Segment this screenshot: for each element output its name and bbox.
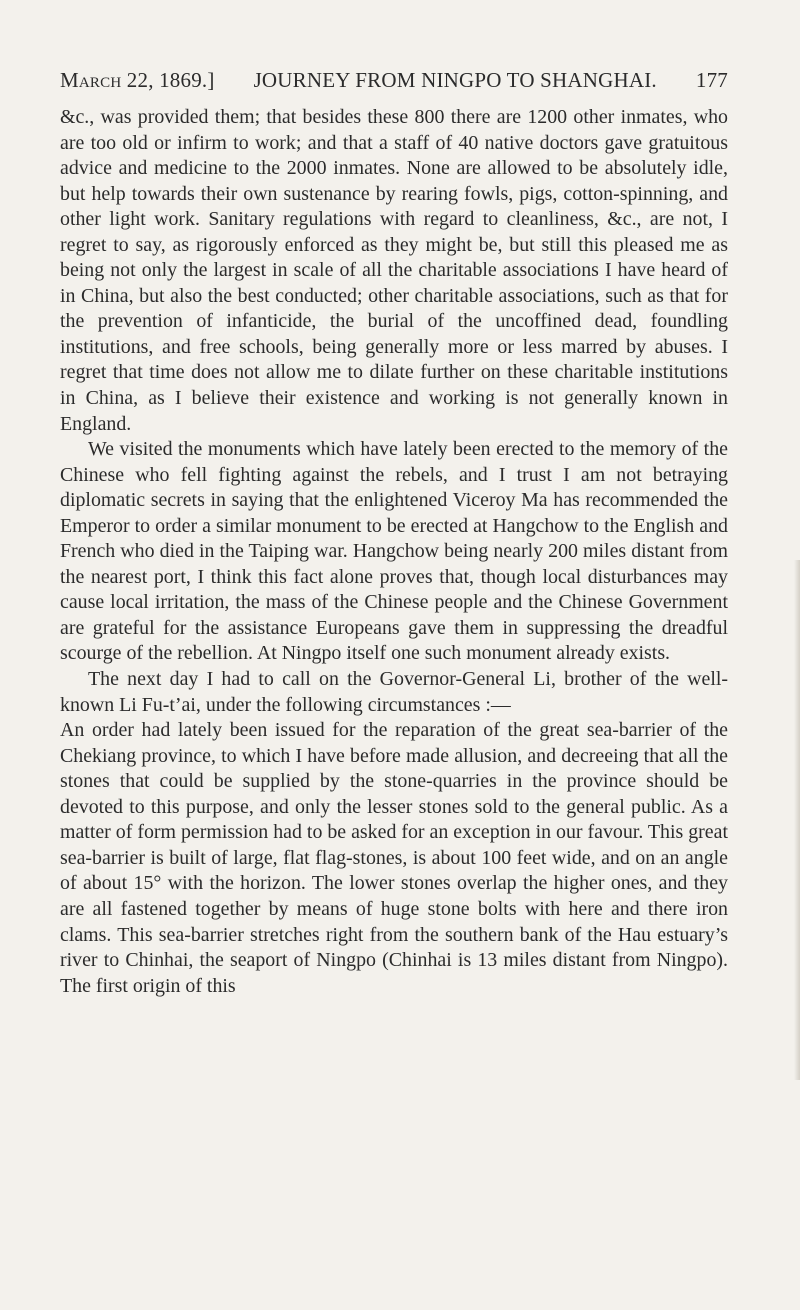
page-edge-shadow	[794, 560, 800, 1080]
paragraph-1: &c., was provided them; that besides these 800 there are 1200 other inmates, who are too old or infirm to work; and that a staff of 40 native doctors gave gratuitous advice and medicine to the 2000 inmates. None are allowed to be absolutely idle, but help towards their own sustenance by rearing fowls, pigs, cotton-spinning, and other light work. Sanitary regulations with regard to cleanliness, &c., are not, I regret to say, as rigorously enforced as they might be, but still this pleased me as being not only the largest in scale of all the charitable associations I have heard of in China, but also the best conducted; other charitable associations, such as that for the prevention of infanticide, the burial of the uncoffined dead, foundling institutions, and free schools, being generally more or less marred by abuses. I regret that time does not allow me to dilate further on these charitable institutions in China, as I believe their existence and working is not generally known in England.	[60, 106, 728, 435]
header-title: JOURNEY FROM NINGPO TO SHANGHAI.	[253, 68, 657, 92]
paragraph-4: An order had lately been issued for the reparation of the great sea-barrier of the Chekiang province, to which I have before made allusion, and decreeing that all the stones that could be supplied by the stone-quarries in the province should be devoted to this purpose, and only the lesser stones sold to the general public. As a matter of form permission had to be asked for an exception in our favour. This great sea-barrier is built of large, flat flag-stones, is about 100 feet wide, and on an angle of about 15° with the horizon. The lower stones overlap the higher ones, and they are all fastened together by means of huge stone bolts with here and there iron clams. This sea-barrier stretches right from the southern bank of the Hau estuary’s river to Chinhai, the seaport of Ningpo (Chinhai is 13 miles distant from Ningpo). The first origin of this	[60, 719, 728, 997]
paragraph-2: We visited the monuments which have lately been erected to the memory of the Chinese who fell fighting against the rebels, and I trust I am not betraying diplomatic secrets in saying that the enlightened Viceroy Ma has recommended the Emperor to order a similar monument to be erected at Hangchow to the English and French who died in the Taiping war. Hangchow being nearly 200 miles distant from the nearest port, I think this fact alone proves that, though local disturbances may cause local irritation, the mass of the Chinese people and the Chinese Government are grateful for the assistance Europeans gave them in suppressing the dreadful scourge of the rebellion. At Ningpo itself one such monument already exists.	[60, 438, 728, 665]
header-date: March 22, 1869.]	[60, 68, 215, 92]
paragraph-3: The next day I had to call on the Governor-General Li, brother of the well-known Li Fu-t’ai, under the following circumstances :—	[60, 668, 728, 716]
running-head	[54, 68, 728, 93]
page-number: 177	[695, 68, 728, 92]
body-text	[54, 105, 728, 999]
